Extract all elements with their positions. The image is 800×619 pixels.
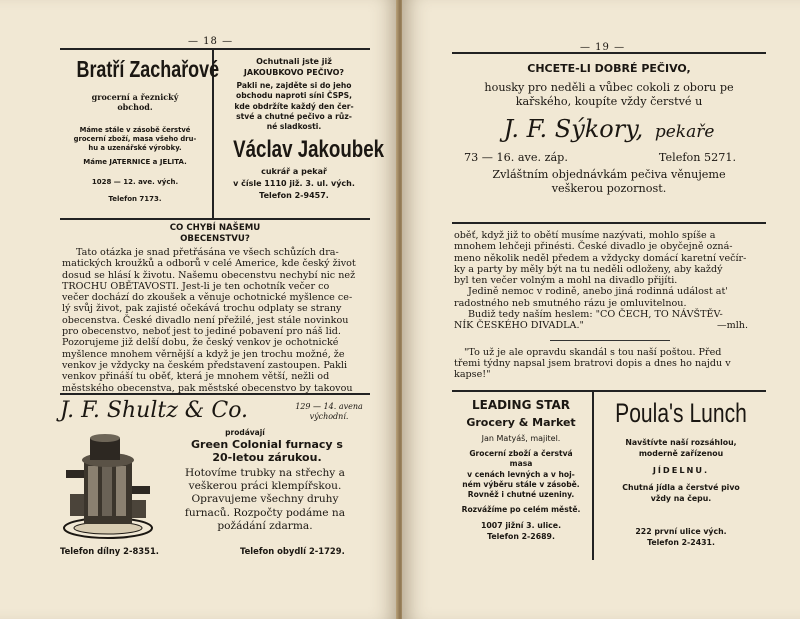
article-title: CO CHYBÍ NAŠEMU OBECENSTVU? <box>169 223 261 244</box>
lower-rule <box>452 390 766 392</box>
left-page <box>0 0 398 619</box>
article-body: oběť, když již to obětí musíme nazývati, mohlo spíše a mnohem lehčeji přinésti. České divadlo je obyčejně ozná- meno několik neděl předem a vždycky domácí karetní večír- ky a party by měly být na tu neděli odloženy, aby každý byl ten večer volným a mohl na divadlo přijíti. Jedině nemoc v rodině, anebo jiná rodinná událost at' radostného neb smutného rázu je omluvitelnou. Budiž tedy naším heslem: "CO ČECH, TO NÁVŠTĚV- NÍK ČESKÉHO DIVADLA." —mlh. <box>454 230 748 332</box>
jakoubek-desc: Pakli ne, zajděte si do jeho obchodu naproti síni ČSPS, kde obdržíte každý den čer- stvé a chutné pečivo a růz- né sladkosti. <box>234 81 354 132</box>
article-divider <box>550 340 670 341</box>
shultz-name: J. F. Shultz & Co. <box>60 398 249 423</box>
zacharove-phone: Telefon 7173. <box>108 195 162 203</box>
mid-rule <box>452 222 766 224</box>
shultz-phone-shop: Telefon dílny 2-8351. <box>60 546 159 556</box>
article-body: Tato otázka je snad přetřásána ve všech schůzích dra- matických kroužků a odborů v celé Americe, kde český život dosud se hlásí k životu. Našemu obecenstvu nechybí nic než TROCHU OBĚTAVOSTI. Jest-li je ten ochotník večer co večer dochází do zkoušek a věnuje ochotnické myšlence ce- lý svůj život, pak zajisté očekává trochu odplaty se strany obecenstva. České divadlo není přežilé, jest stále novinkou pro obecenstvo, neboť jest to jediné pobavení pro náš lid. Pozorujeme již delší dobu, že český venkov je ochotnické myšlence mnohem věrnější a když je jen trochu možné, že venkov je vždycky na českém představení zastoupen. Pakli venkov přináší tu oběť, která je mnohem větší, nežli od městského obecenstva, pak městské obecenstvo by takovou <box>62 247 356 394</box>
poulas-jidelnu: JÍDELNU. <box>652 465 710 475</box>
poulas-name: Poula's Lunch <box>615 398 747 428</box>
leading-star-ad <box>452 398 590 542</box>
shultz-product: Green Colonial furnacy s 20-letou zárukou. <box>191 438 343 464</box>
leading-star-phone: Telefon 2-2689. <box>487 532 555 542</box>
poulas-lunch-ad <box>596 398 766 548</box>
poulas-address: 222 první ulice vých. <box>635 527 727 536</box>
column-divider <box>592 390 594 560</box>
jakoubek-address: v čísle 1110 již. 3. ul. vých. <box>233 179 355 189</box>
page-number: — 19 — <box>580 42 626 53</box>
lower-rule <box>60 393 370 395</box>
zacharove-trade: grocerní a řeznický <box>91 92 179 102</box>
right-page <box>402 0 800 619</box>
jakoubek-question: Ochutnali jste již JAKOUBKOVO PEČIVO? <box>243 57 345 77</box>
jakoubek-phone: Telefon 2-9457. <box>259 191 329 201</box>
jakoubek-name: Václav Jakoubek <box>233 136 385 164</box>
poulas-food: Chutná jídla a čerstvé pivo vždy na čepu. <box>622 483 740 503</box>
page-number: — 18 — <box>188 36 234 47</box>
leading-star-subtitle: Grocery & Market <box>466 416 576 429</box>
sykora-lines: housky pro neděli a vůbec cokoli z oboru pe kařského, koupíte vždy čerstvé u <box>484 81 734 108</box>
shultz-sells: prodávají <box>225 428 265 437</box>
article-continuation <box>454 230 766 381</box>
jakoubek-ad <box>216 56 385 201</box>
shultz-address: 129 — 14. avena východní. <box>295 402 363 421</box>
shultz-desc: Hotovíme trubky na střechy a veškerou práci klempířskou. Opravujeme všechny druhy furnaců. Rozpočty podáme na požádání zdarma. <box>184 467 346 532</box>
zacharove-name: Bratří Zachařové <box>76 56 220 82</box>
leading-star-name: LEADING STAR <box>471 398 571 412</box>
leading-star-delivery: Rozvážíme po celém městě. <box>461 505 581 515</box>
shultz-phone-home: Telefon obydlí 2-1729. <box>240 546 345 556</box>
joke-quote: "To už je ale opravdu skandál s tou naší poštou. Před třemi týdny napsal jsem bratrovi dopis a dnes ho najdu v kapse!" <box>454 346 731 381</box>
article <box>62 223 368 394</box>
leading-star-desc: Grocerní zboží a čerstvá masa v cenách levných a v hoj- ném výběru stále v zásobě. Rovněž i chutné uzeniny. <box>462 449 580 500</box>
leading-star-address: 1007 jižní 3. ulice. <box>480 521 562 531</box>
leading-star-owner: Jan Matyáš, majitel. <box>481 434 561 443</box>
article-signature: —mlh. <box>717 320 748 332</box>
top-rule <box>452 52 766 54</box>
zacharove-specialty: Máme JATERNICE a JELITA. <box>83 158 187 166</box>
sykora-ad <box>454 62 764 196</box>
zacharove-address: 1028 — 12. ave. vých. <box>91 178 179 186</box>
poulas-desc: Navštívte naší rozsáhlou, moderně zařízenou <box>625 438 737 458</box>
shultz-ad <box>60 398 372 573</box>
sykora-name: J. F. Sýkory, <box>503 115 644 143</box>
top-rule <box>60 48 370 50</box>
jakoubek-trade: cukrář a pekař <box>261 167 327 177</box>
poulas-phone: Telefon 2-2431. <box>647 538 715 547</box>
zacharove-ad: Bratří Zachařové grocerní a řeznický obchod. Máme stále v zásobě čerstvé grocerní zboží, masa všeho dru- hu a uzenářské výrobky. Máme JATERNICE a JELITA. 1028 — 12. ave. vých. Telefon 7173. <box>60 56 210 203</box>
sykora-name-line <box>454 115 764 143</box>
sykora-note: Zvláštním objednávkám pečiva věnujeme veškerou pozornost. <box>492 168 726 195</box>
zacharove-desc: Máme stále v zásobě čerstvé grocerní zboží, masa všeho dru- hu a uzenářské výrobky. <box>73 126 197 152</box>
furnace-illustration <box>60 430 156 540</box>
sykora-address: 73 — 16. ave. záp. <box>464 151 568 164</box>
mid-rule <box>60 218 370 220</box>
sykora-phone: Telefon 5271. <box>658 151 736 164</box>
sykora-trade: pekaře <box>654 122 715 142</box>
sykora-headline: CHCETE-LI DOBRÉ PEČIVO, <box>527 62 691 75</box>
